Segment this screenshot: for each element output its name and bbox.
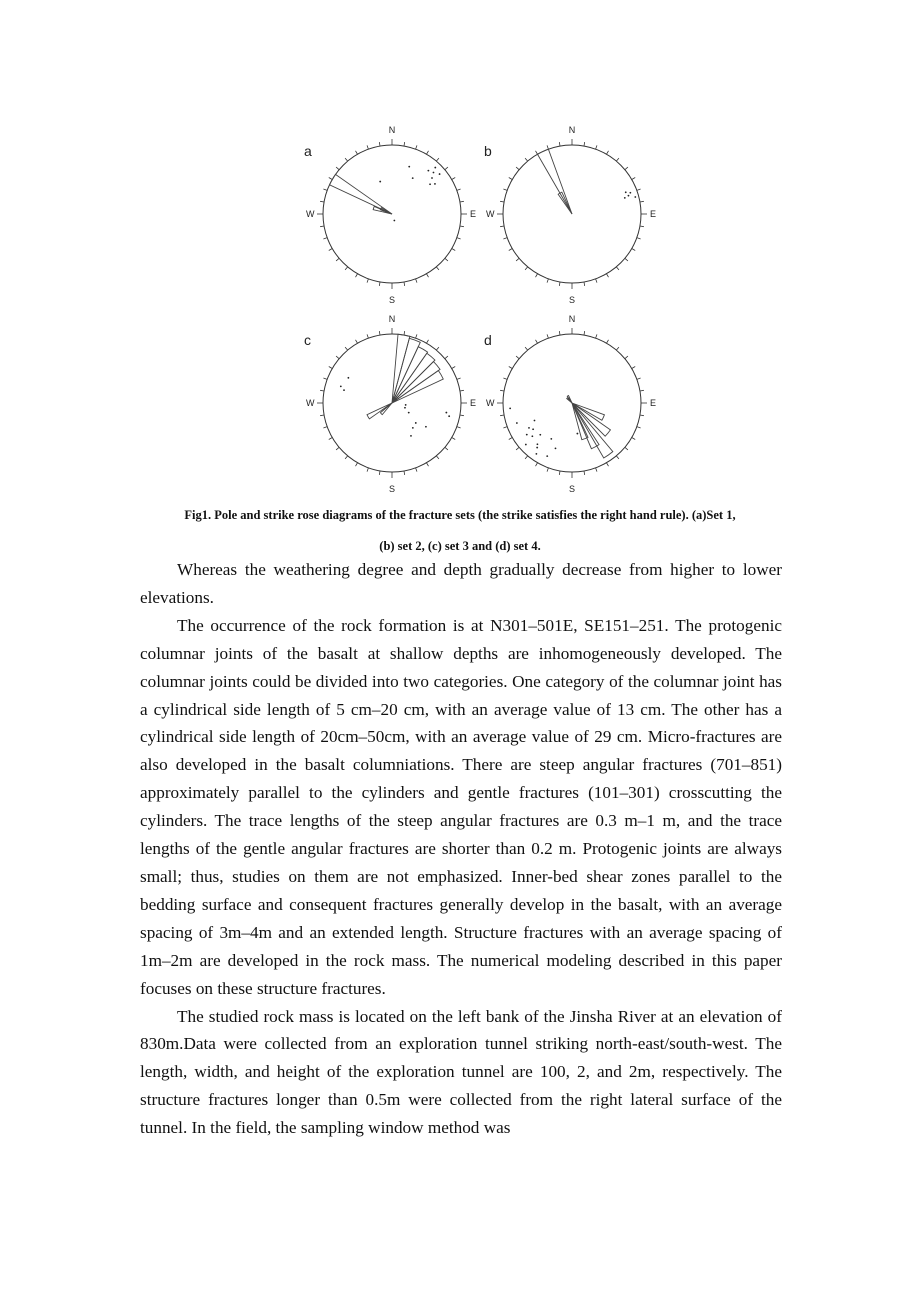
rose-petal [572, 403, 613, 458]
tick-mark [525, 456, 528, 459]
tick-mark [625, 167, 628, 170]
tick-mark [379, 331, 380, 335]
tick-mark [637, 427, 641, 428]
east-label: E [650, 398, 657, 408]
tick-mark [329, 367, 332, 369]
tick-mark [536, 463, 538, 466]
east-label: E [470, 209, 477, 219]
tick-mark [503, 378, 507, 379]
tick-mark [320, 226, 324, 227]
tick-mark [516, 356, 519, 359]
tick-mark [637, 378, 641, 379]
tick-mark [547, 279, 548, 283]
pole-point [393, 220, 395, 222]
tick-mark [607, 340, 609, 343]
pole-point [625, 191, 627, 193]
rose-panel-a [304, 125, 476, 305]
pole-point [439, 173, 441, 175]
paragraph-3: The studied rock mass is located on the left bank of the Jinsha River at an elevation of 830m.Data were collected from an exploration tunnel striking north-east/south-west. The length, width, and height of the exploration tunnel are 100, 2, and 2m, respectively. The structure fractures longer than 0.5m were collected from the right lateral surface of the tunnel. In the field, the sampling window method was [140, 1006, 782, 1138]
pole-point [532, 428, 534, 430]
north-label: N [568, 314, 576, 324]
tick-mark [356, 463, 358, 466]
tick-mark [356, 274, 358, 277]
pole-point [629, 192, 631, 194]
tick-mark [379, 282, 380, 286]
caption-line-2: (b) set 2, (c) set 3 and (d) set 4. [379, 539, 541, 553]
tick-mark [329, 249, 332, 251]
pole-point [526, 434, 528, 436]
pole-point [412, 427, 414, 429]
tick-mark [637, 238, 641, 239]
south-label: S [568, 295, 576, 305]
tick-mark [436, 347, 439, 350]
tick-mark [516, 167, 519, 170]
pole-point [539, 434, 541, 436]
tick-mark [404, 142, 405, 146]
caption-line-1: Fig1. Pole and strike rose diagrams of the fracture sets (the strike satisfies the right hand rule). (a)Set 1, [184, 508, 736, 522]
pole-point [550, 438, 552, 440]
rose-petal [329, 174, 392, 214]
tick-mark [632, 367, 635, 369]
tick-mark [607, 463, 609, 466]
tick-mark [632, 249, 635, 251]
north-label: N [388, 314, 396, 324]
tick-mark [336, 356, 339, 359]
tick-mark [536, 340, 538, 343]
north-label: N [388, 125, 396, 135]
tick-mark [416, 468, 417, 472]
pole-point [379, 181, 381, 183]
body-text [140, 556, 782, 1142]
pole-point [624, 197, 626, 199]
tick-mark [436, 456, 439, 459]
tick-mark [547, 334, 548, 338]
pole-point [434, 183, 436, 185]
tick-mark [427, 340, 429, 343]
tick-mark [416, 334, 417, 338]
pole-point [347, 377, 349, 379]
tick-mark [525, 267, 528, 270]
tick-mark [452, 249, 455, 251]
tick-mark [452, 367, 455, 369]
tick-mark [336, 447, 339, 450]
tick-mark [596, 145, 597, 149]
tick-mark [460, 390, 464, 391]
pole-point [528, 427, 530, 429]
tick-mark [345, 267, 348, 270]
tick-mark [559, 471, 560, 475]
tick-mark [323, 378, 327, 379]
tick-mark [345, 456, 348, 459]
tick-mark [336, 258, 339, 261]
tick-mark [445, 167, 448, 170]
tick-mark [427, 274, 429, 277]
tick-mark [596, 468, 597, 472]
tick-mark [323, 427, 327, 428]
east-label: E [650, 209, 657, 219]
rose-panel-b [484, 125, 656, 305]
tick-mark [457, 427, 461, 428]
pole-point [433, 172, 435, 174]
pole-point [408, 412, 410, 414]
tick-mark [536, 151, 538, 154]
tick-mark [460, 415, 464, 416]
west-label: W [306, 209, 315, 219]
tick-mark [367, 468, 368, 472]
tick-mark [503, 189, 507, 190]
tick-mark [536, 274, 538, 277]
panel-label: b [484, 143, 492, 159]
pole-point [427, 170, 429, 172]
tick-mark [525, 158, 528, 161]
west-label: W [486, 398, 495, 408]
tick-mark [367, 279, 368, 283]
tick-mark [460, 201, 464, 202]
figure-caption [140, 500, 780, 562]
rose-panel-c [304, 314, 476, 494]
tick-mark [516, 258, 519, 261]
rose-petal [572, 403, 610, 436]
tick-mark [500, 415, 504, 416]
pole-point [448, 415, 450, 417]
tick-mark [367, 334, 368, 338]
tick-mark [584, 282, 585, 286]
tick-mark [607, 274, 609, 277]
tick-mark [637, 189, 641, 190]
pole-point [536, 447, 538, 449]
tick-mark [323, 189, 327, 190]
tick-mark [559, 142, 560, 146]
south-label: S [388, 295, 396, 305]
rose-petal [538, 149, 573, 214]
tick-mark [460, 226, 464, 227]
tick-mark [320, 415, 324, 416]
tick-mark [457, 238, 461, 239]
tick-mark [509, 367, 512, 369]
tick-mark [500, 226, 504, 227]
panel-label: d [484, 332, 492, 348]
tick-mark [596, 334, 597, 338]
tick-mark [457, 378, 461, 379]
tick-mark [436, 158, 439, 161]
tick-mark [632, 178, 635, 180]
pole-point [546, 455, 548, 457]
south-label: S [568, 484, 576, 494]
tick-mark [509, 438, 512, 440]
pole-point [431, 177, 433, 179]
tick-mark [452, 178, 455, 180]
tick-mark [509, 178, 512, 180]
panel-label: a [304, 143, 312, 159]
tick-mark [616, 158, 619, 161]
pole-point [537, 443, 539, 445]
pole-point [555, 447, 557, 449]
tick-mark [559, 282, 560, 286]
pole-point [535, 453, 537, 455]
rose-petal [367, 403, 392, 419]
tick-mark [516, 447, 519, 450]
pole-point [628, 195, 630, 197]
tick-mark [323, 238, 327, 239]
rose-panel-d [484, 314, 656, 494]
pole-point [404, 407, 406, 409]
tick-mark [584, 471, 585, 475]
tick-mark [640, 415, 644, 416]
east-label: E [470, 398, 477, 408]
rose-diagrams-svg [290, 118, 670, 498]
tick-mark [584, 331, 585, 335]
tick-mark [640, 390, 644, 391]
rose-petal [392, 362, 440, 403]
panel-label: c [304, 332, 311, 348]
tick-mark [345, 158, 348, 161]
tick-mark [503, 427, 507, 428]
tick-mark [356, 340, 358, 343]
tick-mark [616, 456, 619, 459]
west-label: W [306, 398, 315, 408]
pole-point [434, 167, 436, 169]
pole-point [340, 385, 342, 387]
tick-mark [404, 471, 405, 475]
tick-mark [416, 279, 417, 283]
tick-mark [596, 279, 597, 283]
south-label: S [388, 484, 396, 494]
north-label: N [568, 125, 576, 135]
pole-point [415, 422, 417, 424]
tick-mark [320, 390, 324, 391]
tick-mark [445, 447, 448, 450]
tick-mark [616, 347, 619, 350]
tick-mark [445, 356, 448, 359]
pole-point [576, 433, 578, 435]
tick-mark [625, 356, 628, 359]
tick-mark [427, 463, 429, 466]
pole-point [429, 183, 431, 185]
tick-mark [367, 145, 368, 149]
pole-point [343, 389, 345, 391]
tick-mark [336, 167, 339, 170]
tick-mark [547, 145, 548, 149]
tick-mark [640, 201, 644, 202]
tick-mark [616, 267, 619, 270]
tick-mark [559, 331, 560, 335]
pole-point [634, 196, 636, 198]
paragraph-1: Whereas the weathering degree and depth gradually decrease from higher to lower elevations. [140, 560, 782, 607]
tick-mark [452, 438, 455, 440]
tick-mark [509, 249, 512, 251]
tick-mark [547, 468, 548, 472]
tick-mark [404, 331, 405, 335]
tick-mark [500, 201, 504, 202]
pole-point [405, 404, 407, 406]
west-label: W [486, 209, 495, 219]
paragraph-2: The occurrence of the rock formation is at N301–501E, SE151–251. The protogenic columnar joints of the basalt at shallow depths are inhomogeneously developed. The columnar joints could be divided into two categories. One category of the columnar joint has a cylindrical side length of 5 cm–20 cm, with an average value of 13 cm. The other has a cylindrical side length of 20cm–50cm, with an average value of 29 cm. Micro-fractures are also developed in the basalt columniations. There are steep angular fractures (701–851) approximately parallel to the cylinders and gentle fractures (101–301) crosscutting the cylinders. The trace lengths of the steep angular fractures are 0.3 m–1 m, and the trace lengths of the gentle angular fractures are shorter than 0.2 m. Protogenic joints are always small; thus, studies on them are not emphasized. Inner-bed shear zones parallel to the bedding surface and consequent fractures generally develop in the basalt, with an average spacing of 3m–4m and an extended length. Structure fractures with an average spacing of 1m–2m are developed in the rock mass. The numerical modeling described in this paper focuses on these structure fractures. [140, 615, 782, 998]
pole-point [408, 166, 410, 168]
tick-mark [584, 142, 585, 146]
tick-mark [607, 151, 609, 154]
tick-mark [525, 347, 528, 350]
pole-point [412, 177, 414, 179]
pole-point [425, 426, 427, 428]
pole-point [531, 435, 533, 437]
tick-mark [427, 151, 429, 154]
pole-point [410, 435, 412, 437]
tick-mark [640, 226, 644, 227]
tick-mark [345, 347, 348, 350]
tick-mark [404, 282, 405, 286]
tick-mark [632, 438, 635, 440]
tick-mark [329, 438, 332, 440]
tick-mark [625, 258, 628, 261]
tick-mark [625, 447, 628, 450]
tick-mark [503, 238, 507, 239]
pole-point [534, 420, 536, 422]
tick-mark [500, 390, 504, 391]
tick-mark [320, 201, 324, 202]
tick-mark [457, 189, 461, 190]
rose-diagram-figure [290, 118, 670, 498]
tick-mark [356, 151, 358, 154]
tick-mark [329, 178, 332, 180]
pole-point [509, 408, 511, 410]
pole-point [445, 412, 447, 414]
pole-point [516, 422, 518, 424]
tick-mark [379, 142, 380, 146]
tick-mark [445, 258, 448, 261]
tick-mark [379, 471, 380, 475]
tick-mark [416, 145, 417, 149]
rose-petal [380, 403, 392, 415]
tick-mark [436, 267, 439, 270]
pole-point [525, 444, 527, 446]
